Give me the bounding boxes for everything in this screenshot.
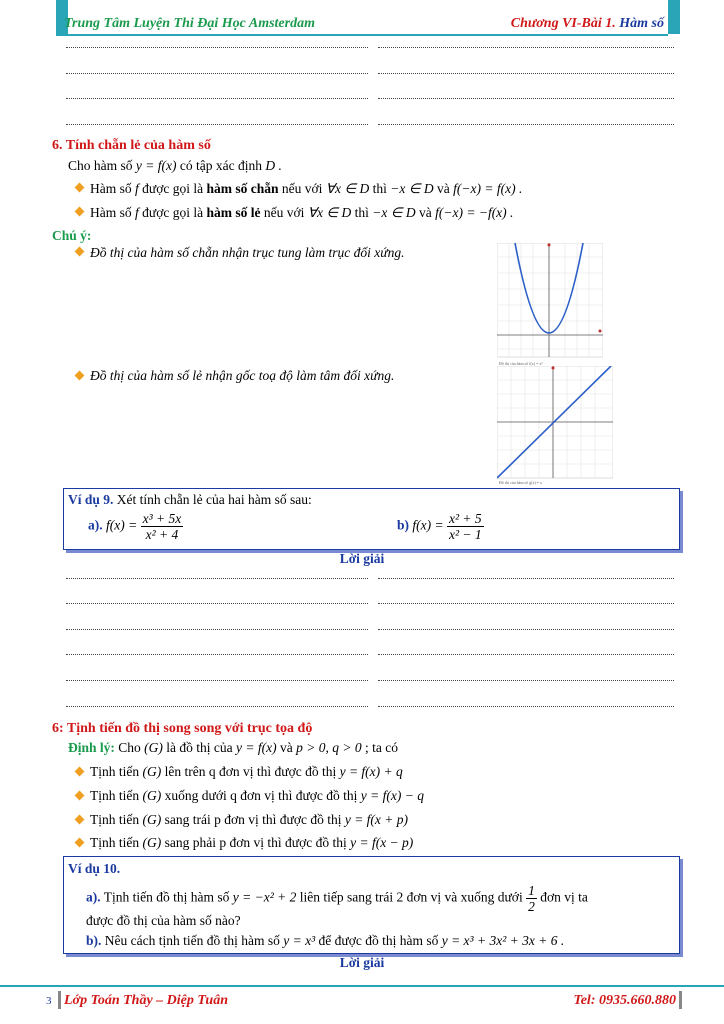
diamond-bullet-icon — [76, 816, 85, 825]
note-odd: Đồ thị của hàm số lẻ nhận gốc toạ độ làm tâm đối xứng. — [90, 368, 395, 383]
ex10-a-math: y = −x² + 2 — [232, 889, 297, 905]
even-pre: Hàm số — [90, 181, 132, 196]
rule-pre: Tịnh tiến — [90, 835, 140, 850]
footer-left-divider — [58, 991, 61, 1009]
example-9-box — [63, 488, 680, 550]
ex10-b-label: b). — [86, 933, 102, 948]
graph-odd-line — [497, 366, 613, 486]
even-and: và — [437, 181, 450, 196]
rule-G: (G) — [142, 764, 162, 779]
example-10-box — [63, 856, 680, 954]
footer-phone: Tel: 0935.660.880 — [573, 993, 676, 1008]
odd-f: f — [135, 205, 139, 220]
rule-up — [90, 764, 403, 780]
ex10-b-mid: để được đồ thị hàm số — [318, 933, 439, 948]
header-chapter — [511, 16, 664, 32]
even-definition — [90, 181, 522, 197]
rule-pre: Tịnh tiến — [90, 788, 140, 803]
part-b-fraction — [447, 511, 484, 542]
part-b-denominator: x² − 1 — [448, 527, 482, 542]
part-b-lhs: f(x) = — [412, 517, 444, 533]
graph1-caption: Đồ thị của hàm số f(x) = x² — [499, 361, 543, 366]
even-forall: ∀x ∈ D — [325, 181, 370, 196]
intro-math: y = f(x) — [135, 158, 177, 173]
ex10-a-label: a). — [86, 889, 101, 905]
rule-pre: Tịnh tiến — [90, 812, 140, 827]
even-negx: −x ∈ D — [390, 181, 434, 196]
footer-teacher: Lớp Toán Thầy – Diệp Tuân — [64, 993, 228, 1008]
odd-negx: −x ∈ D — [372, 205, 416, 220]
even-equation: f(−x) = f(x) . — [453, 181, 523, 196]
section-title-translation: 6: Tịnh tiến đồ thị song song với trục tọa độ — [52, 721, 313, 736]
note-even: Đồ thị của hàm số chẵn nhận trục tung làm trục đối xứng. — [90, 245, 405, 260]
ex10-b-pre: Nêu cách tịnh tiến đồ thị hàm số — [104, 933, 280, 948]
intro-text-2: có tập xác định — [179, 158, 262, 173]
rule-text: sang phải p đơn vị thì được đồ thị — [164, 835, 347, 850]
rule-G: (G) — [142, 835, 162, 850]
section-title-parity: 6. Tính chẵn lẻ của hàm số — [52, 138, 211, 153]
diamond-bullet-icon — [76, 372, 85, 381]
example-9-title: Ví dụ 9. — [68, 492, 114, 507]
rule-G: (G) — [142, 812, 162, 827]
header-rule — [56, 34, 668, 36]
page-number: 3 — [46, 995, 52, 1007]
intro-domain: D . — [265, 158, 282, 173]
rule-text: lên trên q đơn vị thì được đồ thị — [164, 764, 337, 779]
theorem-pq: p > 0, q > 0 — [296, 740, 362, 755]
note-title: Chú ý: — [52, 228, 92, 243]
ex10-a-frac-num: 1 — [528, 883, 535, 898]
even-then: thì — [372, 181, 387, 196]
diamond-bullet-icon — [76, 839, 85, 848]
diamond-bullet-icon — [76, 792, 85, 801]
solution-heading-9: Lời giải — [339, 551, 385, 566]
ex10-a-mid: liên tiếp sang trái 2 đơn vị và xuống dưới — [299, 889, 523, 905]
odd-then: thì — [354, 205, 369, 220]
rule-text: xuống dưới q đơn vị thì được đồ thị — [164, 788, 358, 803]
example-9-part-a — [88, 511, 183, 542]
ex10-a-fraction — [526, 883, 537, 914]
odd-cond: nếu với — [263, 205, 305, 220]
graph-even-parabola — [497, 243, 603, 368]
theorem-pre: Cho — [118, 740, 141, 755]
theorem-fx: y = f(x) — [236, 740, 277, 755]
ex10-a-post: đơn vị ta — [540, 889, 588, 905]
example-9-header — [68, 492, 312, 508]
ex10-a-pre: Tịnh tiến đồ thị hàm số — [103, 889, 230, 905]
rule-math: y = f(x) − q — [360, 788, 424, 803]
ex10-a-frac-den: 2 — [528, 899, 535, 914]
odd-definition — [90, 205, 513, 221]
line-plot — [497, 366, 613, 486]
even-mid: được gọi là — [142, 181, 204, 196]
rule-math: y = f(x − p) — [350, 835, 414, 850]
solution-heading-10: Lời giải — [339, 955, 385, 970]
rule-text: sang trái p đơn vị thì được đồ thị — [164, 812, 342, 827]
example-9-text: Xét tính chẵn lẻ của hai hàm số sau: — [116, 492, 312, 507]
example-10-part-a — [86, 883, 588, 914]
odd-and: và — [419, 205, 432, 220]
header-center-name: Trung Tâm Luyện Thi Đại Học Amsterdam — [64, 16, 315, 31]
ex10-b-math2: y = x³ + 3x² + 3x + 6 . — [441, 933, 565, 948]
diamond-bullet-icon — [76, 248, 85, 257]
rule-math: y = f(x) + q — [339, 764, 403, 779]
even-term: hàm số chẵn — [206, 181, 279, 196]
parity-intro — [68, 158, 282, 174]
footer-rule — [0, 985, 724, 987]
part-a-fraction — [141, 511, 184, 542]
footer-right-divider — [679, 991, 682, 1009]
example-10-part-a-line2: được đồ thị của hàm số nào? — [86, 913, 241, 928]
example-10-part-b — [86, 933, 564, 949]
even-f: f — [135, 181, 139, 196]
part-a-lhs: f(x) = — [106, 517, 138, 533]
rule-down — [90, 788, 424, 804]
odd-mid: được gọi là — [142, 205, 204, 220]
theorem-mid: là đồ thị của — [166, 740, 233, 755]
odd-forall: ∀x ∈ D — [307, 205, 352, 220]
rule-pre: Tịnh tiến — [90, 764, 140, 779]
diamond-bullet-icon — [76, 768, 85, 777]
part-a-numerator: x³ + 5x — [142, 511, 182, 526]
odd-term: hàm số lẻ — [206, 205, 261, 220]
diamond-bullet-icon — [76, 184, 85, 193]
header-chapter-number: Chương VI-Bài 1. — [510, 16, 616, 31]
header-right-bar — [668, 0, 680, 34]
odd-equation: f(−x) = −f(x) . — [435, 205, 514, 220]
rule-left — [90, 812, 408, 828]
even-cond: nếu với — [281, 181, 323, 196]
part-b-label: b) — [397, 517, 410, 533]
odd-pre: Hàm số — [90, 205, 132, 220]
theorem-G: (G) — [144, 740, 163, 755]
theorem-label: Định lý: — [68, 740, 115, 755]
translation-theorem — [68, 740, 398, 756]
ex10-b-math1: y = x³ — [283, 933, 316, 948]
rule-G: (G) — [142, 788, 162, 803]
example-10-title: Ví dụ 10. — [68, 861, 121, 876]
part-a-label: a). — [88, 517, 103, 533]
diamond-bullet-icon — [76, 208, 85, 217]
theorem-post: ; ta có — [364, 740, 398, 755]
rule-math: y = f(x + p) — [344, 812, 409, 827]
theorem-and: và — [279, 740, 293, 755]
part-b-numerator: x² + 5 — [448, 511, 482, 526]
rule-right — [90, 835, 413, 851]
part-a-denominator: x² + 4 — [145, 527, 179, 542]
parabola-plot — [497, 243, 603, 368]
intro-text: Cho hàm số — [68, 158, 133, 173]
header-chapter-title: Hàm số — [615, 16, 664, 31]
example-9-part-b — [397, 511, 484, 542]
graph2-caption: Đồ thị của hàm số g(x) = x — [499, 480, 543, 485]
